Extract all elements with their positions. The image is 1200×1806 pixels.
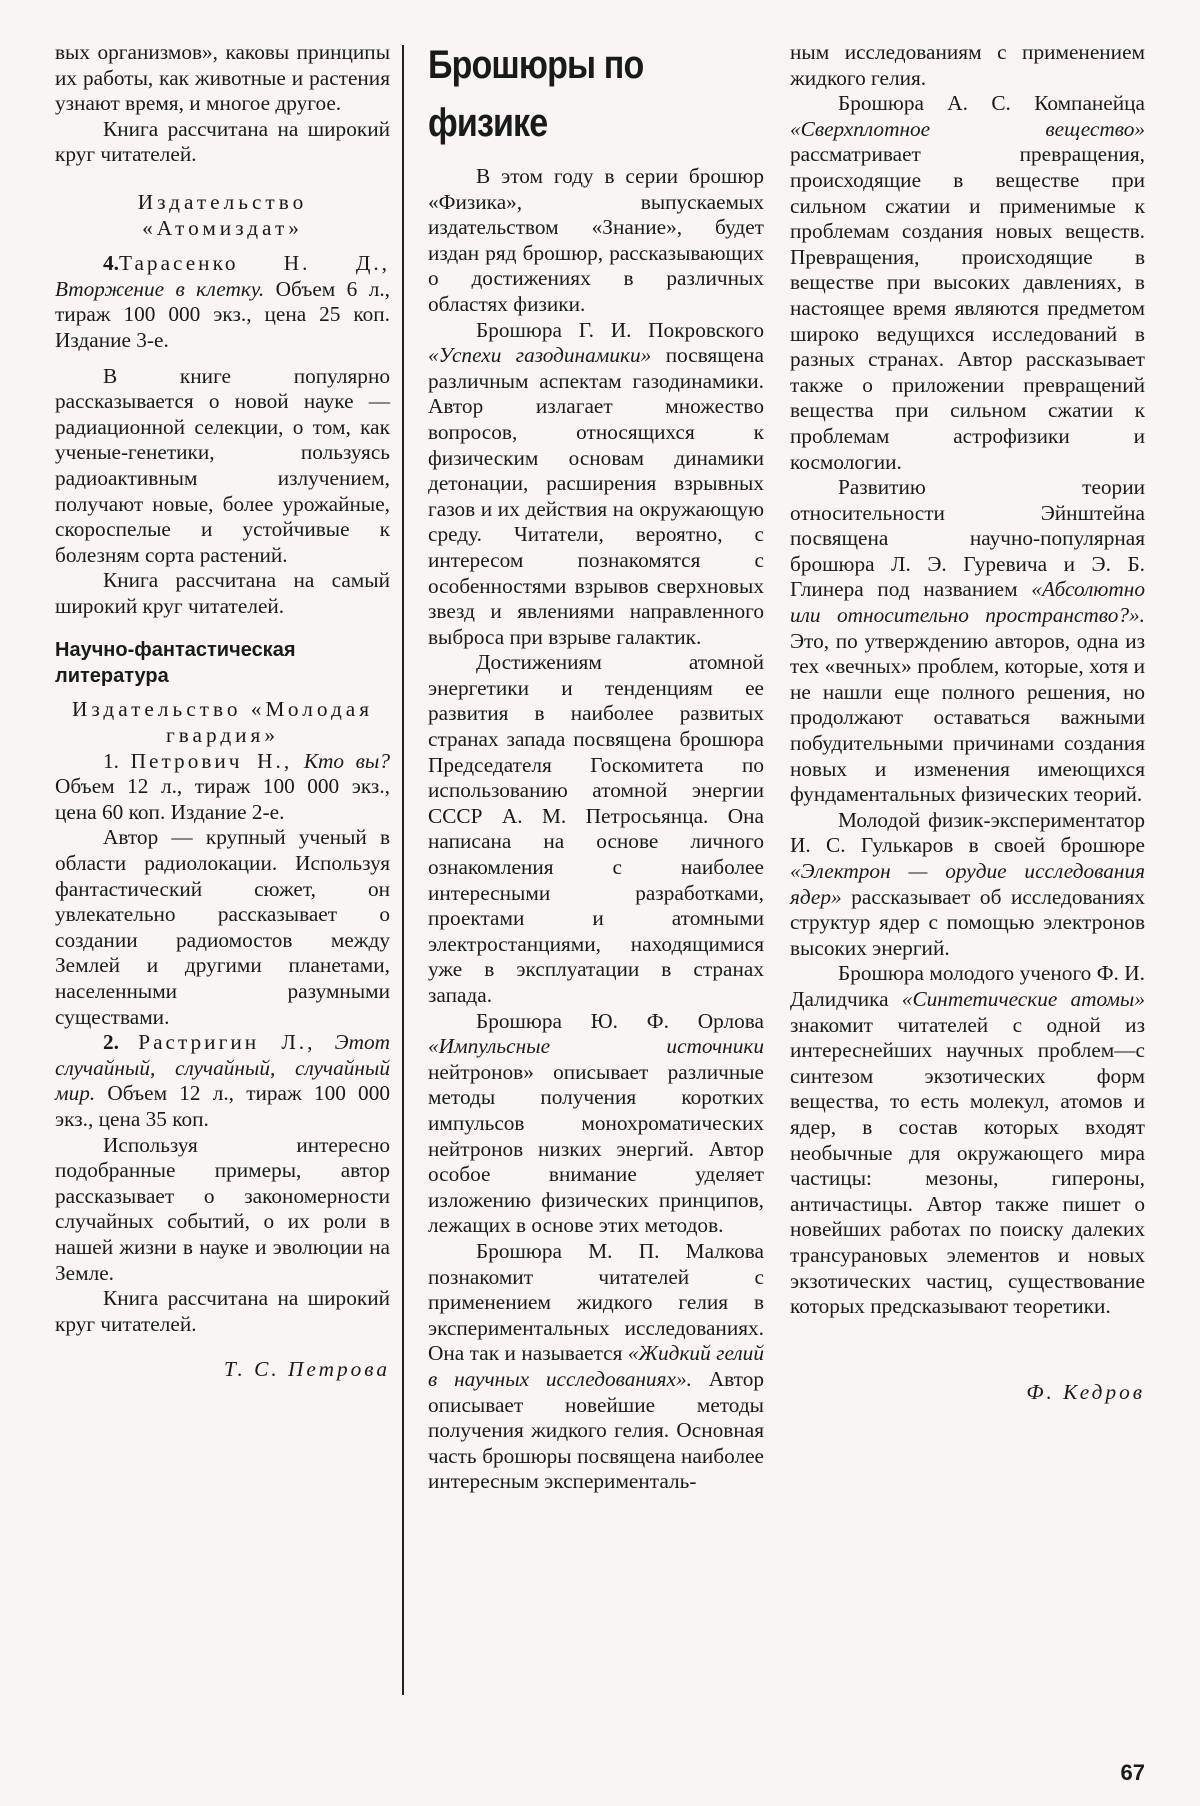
left-paragraph-7: Книга рассчитана на широкий круг читателей.: [55, 1286, 390, 1336]
publisher-molodaya-gvardiya: Издательство «Молодая гвардия»: [71, 697, 374, 748]
book-1-details: Объем 12 л., тираж 100 000 экз., цена 60 коп. Издание 2-е.: [55, 774, 390, 824]
right-paragraph-1: ным исследованиям с применением жидкого гелия.: [790, 40, 1145, 90]
book-2-details: Объем 12 л., тираж 100 000 экз., цена 35 коп.: [55, 1081, 391, 1131]
right-paragraph-2: [790, 91, 1145, 475]
left-paragraph-1: вых организмов», каковы принципы их работы, как животные и растения узнают время, и многое другое.: [55, 40, 390, 116]
middle-column: [428, 40, 764, 1495]
signature-kedrov: Ф. Кедров: [1026, 1379, 1145, 1404]
book-entry-1: [55, 749, 390, 826]
book-4-number: 4.: [103, 251, 119, 276]
right-p5-title: «Синтетические атомы»: [901, 986, 1145, 1011]
middle-p2-title: «Успехи газодинамики»: [428, 343, 652, 368]
middle-p2-lead: Брошюра Г. И. Покровского: [476, 317, 764, 342]
right-p3-rest: Это, по утверждению авторов, одна из тех «вечных» проблем, которые, хотя и не нашли еще полного решения, но продолжают оставаться важными побудительными причинами создания новых и изменения имеющихся фундаментальных физических теорий.: [790, 628, 1145, 807]
book-1-number: 1.: [103, 748, 119, 773]
left-paragraph-3: В книге популярно рассказывается о новой науке — радиационной селекции, о том, как ученые-генетики, пользуясь радиоактивным излучением, получают новые, более урожайные, скороспелые и устойчивые к болезням сорта растений.: [55, 363, 390, 567]
page-number: 67: [1120, 1760, 1145, 1785]
left-column: [55, 40, 390, 1383]
column-divider: [402, 45, 404, 1695]
right-p2-rest: рассматривает превращения, происходящие в веществе при сильном сжатии и применимые к проблемам создания новых веществ. Превращения, происходящие в веществе при высоких давлениях, в настоящее время являются предметом широко ведущихся исследований в разных странах. Автор рассказывает также о приложении превращений вещества при сильном сжатии к проблемам астрофизики и космологии.: [790, 142, 1145, 474]
right-p4-lead: Молодой физик-экспериментатор И. С. Гулькаров в своей брошюре: [790, 807, 1145, 858]
middle-p5-rest: Автор описывает новейшие методы получения жидкого гелия. Основная часть брошюры посвящена наиболее интересным эксперименталь-: [428, 1366, 764, 1494]
right-p5-rest: знакомит читателей с одной из интереснейших научных проблем—с синтезом экзотических форм вещества, то есть молекул, атомов и ядер, в состав которых входят необычные для окружающего мира частицы: мезоны, гипероны, античастицы. Автор также пишет о новейших работах по поиску далеких трансурановых элементов и новых экзотических частиц, существование которых предсказывают теоретики.: [790, 1012, 1145, 1319]
book-1-author: Петрович Н.,: [130, 748, 293, 773]
middle-paragraph-2: [428, 318, 764, 651]
middle-p5-title: «Жидкий гелий в научных исследованиях».: [428, 1341, 764, 1391]
right-p5-lead: Брошюра молодого ученого Ф. И. Далидчика: [790, 961, 1145, 1011]
middle-paragraph-3: Достижениям атомной энергетики и тенденциям ее развития в наиболее развитых странах запада посвящена брошюра Председателя Госкомитета по использованию атомной энергии СССР А. М. Петросьянца. Она написана на основе личного ознакомления с наиболее интересными разработками, проектами и атомными электростанциями, находящимися уже в эксплуатации в странах запада.: [428, 650, 764, 1007]
book-2-number: 2.: [103, 1030, 119, 1055]
publisher-atomizdat: Издательство «Атомиздат»: [137, 189, 308, 240]
middle-paragraph-5: [428, 1239, 764, 1495]
right-p4-rest: рассказывает об исследованиях структур ядер с помощью электронов высоких энергий.: [790, 884, 1145, 960]
book-entry-2: [55, 1030, 390, 1132]
middle-paragraph-1: В этом году в серии брошюр «Физика», выпускаемых издательством «Знание», будет издан ряд брошюр, рассказывающих о достижениях в различных областях физики.: [428, 164, 764, 316]
right-p2-lead: Брошюра А. С. Компанейца: [838, 91, 1145, 116]
right-p3-title: «Абсолютно или относительно пространство?».: [790, 577, 1145, 628]
left-paragraph-2: Книга рассчитана на широкий круг читателей.: [55, 116, 390, 167]
book-4-title: Вторжение в клетку.: [55, 276, 265, 301]
right-column: [790, 40, 1145, 1405]
signature-petrova: Т. С. Петрова: [224, 1357, 390, 1382]
right-paragraph-5: [790, 961, 1145, 1319]
right-paragraph-3: [790, 475, 1145, 808]
middle-p4-lead: Брошюра Ю. Ф. Орлова: [476, 1008, 764, 1033]
section-heading-scifi: Научно-фантастическая литература: [55, 639, 296, 688]
book-1-title: Кто вы?: [303, 748, 390, 773]
middle-p4-title: «Импульсные источники: [428, 1034, 764, 1059]
right-p4-title: «Электрон — орудие исследования ядер»: [790, 859, 1145, 909]
left-paragraph-6: Используя интересно подобранные примеры, автор рассказывает о закономерности случайных событий, о их роли в нашей жизни в науке и эволюции на Земле.: [55, 1132, 390, 1285]
book-4-details: Объем 6 л., тираж 100 000 экз., цена 25 коп. Издание 3-е.: [55, 276, 390, 352]
book-2-title: Этот случайный, случайный, случайный мир.: [55, 1030, 391, 1106]
article-title: Брошюры по физике: [428, 43, 644, 145]
right-p2-title: «Сверхплотное вещество»: [790, 116, 1145, 141]
middle-p4-rest: нейтронов» описывает различные методы получения коротких импульсов монохроматических нейтронов низких энергий. Автор особое внимание уделяет изложению физических принципов, лежащих в основе этих методов.: [428, 1059, 764, 1238]
middle-p5-lead: Брошюра М. П. Малкова познакомит читателей с применением жидкого гелия в экспериментальных исследованиях. Она так и называется: [428, 1238, 764, 1366]
middle-paragraph-4: [428, 1009, 764, 1239]
book-2-author: Растригин Л.,: [138, 1030, 316, 1055]
middle-p2-rest: посвящена различным аспектам газодинамики. Автор излагает множество вопросов, относящихся к физическим основам динамики детонации, расширения взрывных газов и их действия на окружающую среду. Читатели, вероятно, с интересом познакомятся с особенностями взрывов сверхновых звезд и явлениями направленного выброса при взрыве галактик.: [428, 343, 764, 649]
book-4-author: Тарасенко Н. Д.,: [118, 251, 390, 276]
left-paragraph-4: Книга рассчитана на самый широкий круг читателей.: [55, 568, 390, 618]
right-p3-lead: Развитию теории относительности Эйнштейна посвящена научно-популярная брошюра Л. Э. Гуревича и Э. Б. Глинера под названием: [790, 475, 1145, 602]
right-paragraph-4: [790, 808, 1145, 962]
left-paragraph-5: Автор — крупный ученый в области радиолокации. Используя фантастический сюжет, он увлекательно рассказывает о создании радиомостов между Землей и другими планетами, населенными разумными существами.: [55, 825, 390, 1029]
book-entry-4: [55, 251, 390, 353]
